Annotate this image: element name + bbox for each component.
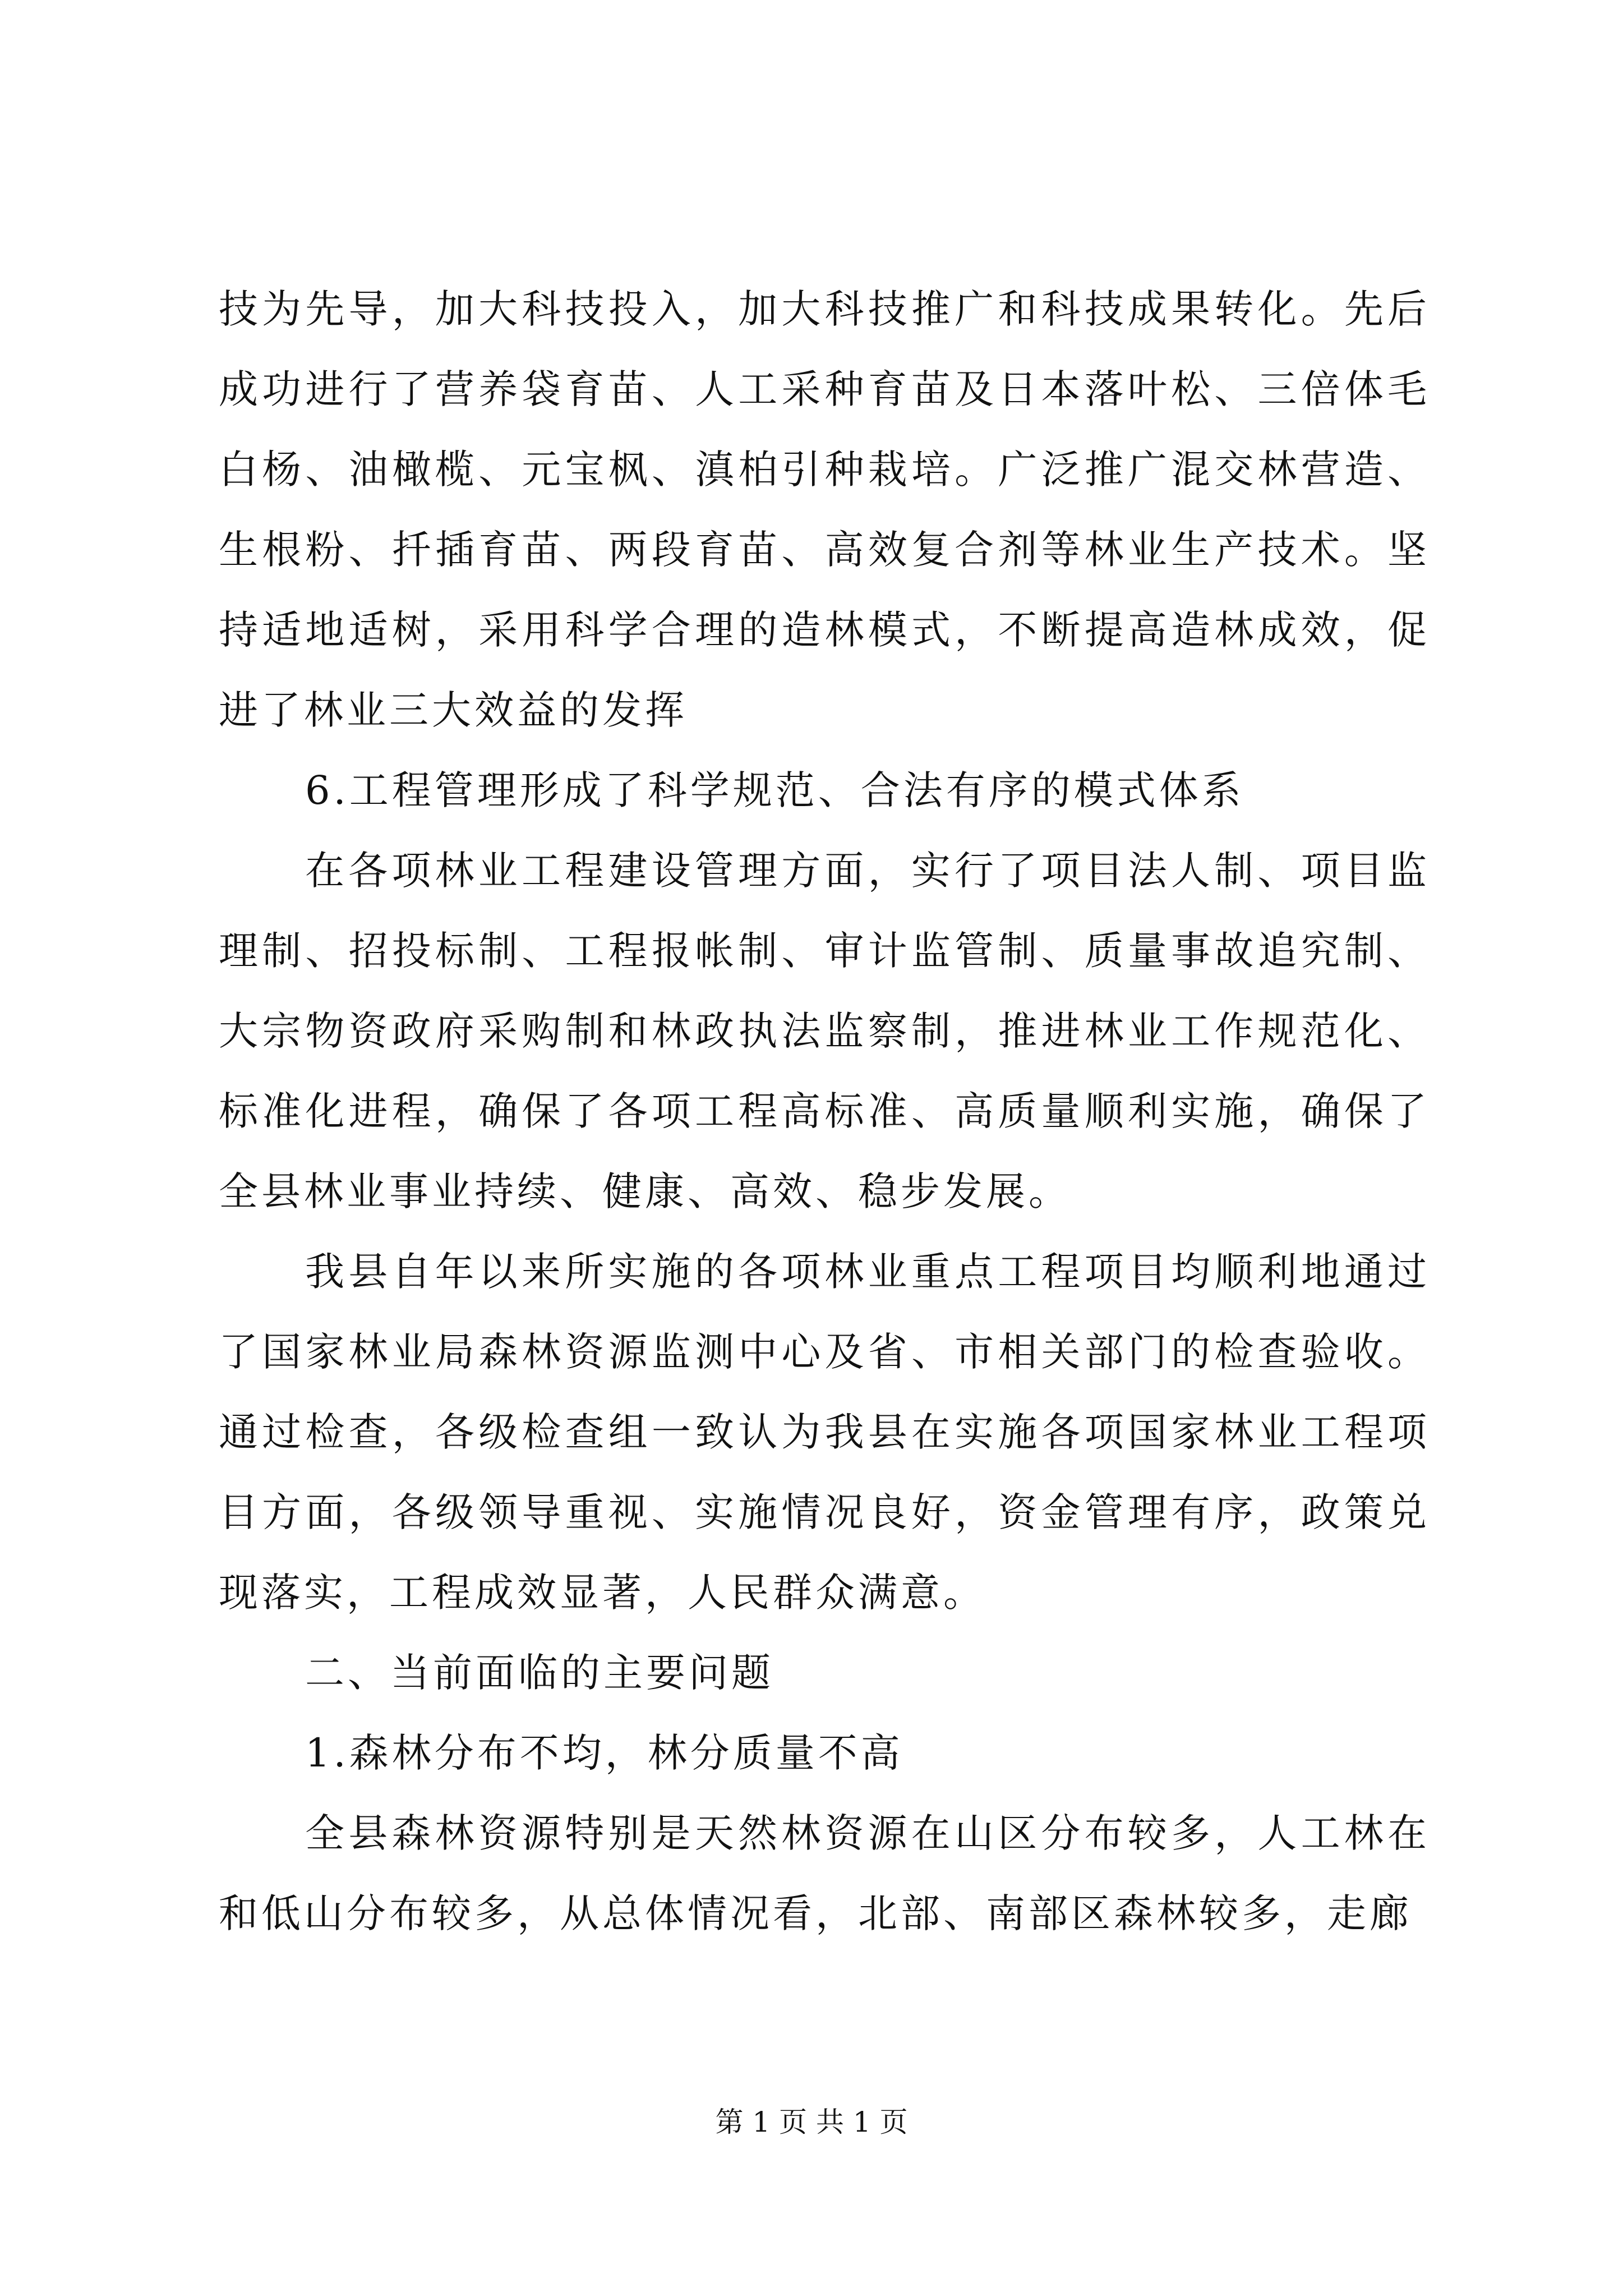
document-body bbox=[219, 269, 1430, 1954]
heading-forest-distribution: 1.森林分布不均，林分质量不高 bbox=[305, 1730, 903, 1776]
heading-engineering-management: 6.工程管理形成了科学规范、合法有序的模式体系 bbox=[305, 767, 1244, 813]
paragraph-management-system: 在各项林业工程建设管理方面，实行了项目法人制、项目监理制、招投标制、工程报帐制、审计监管制、质量事故追究制、大宗物资政府采购制和林政执法监察制，推进林业工作规范化、标准化进程，确保了各项工程高标准、高质量顺利实施，确保了全县林业事业持续、健康、高效、稳步发展。 bbox=[219, 848, 1430, 1214]
paragraph-tech-promotion: 技为先导，加大科技投入，加大科技推广和科技成果转化。先后成功进行了营养袋育苗、人工采种育苗及日本落叶松、三倍体毛白杨、油橄榄、元宝枫、滇柏引种栽培。广泛推广混交林营造、生根粉、扦插育苗、两段育苗、高效复合剂等林业生产技术。坚持适地适树，采用科学合理的造林模式，不断提高造林成效，促进了林业三大效益的发挥 bbox=[219, 286, 1430, 733]
paragraph-inspection-results: 我县自年以来所实施的各项林业重点工程项目均顺利地通过了国家林业局森林资源监测中心及省、市相关部门的检查验收。通过检查，各级检查组一致认为我县在实施各项国家林业工程项目方面，各级领导重视、实施情况良好，资金管理有序，政策兑现落实，工程成效显著，人民群众满意。 bbox=[219, 1249, 1430, 1616]
heading-main-problems: 二、当前面临的主要问题 bbox=[305, 1650, 774, 1696]
page-footer: 第 1 页 共 1 页 bbox=[715, 2106, 908, 2138]
paragraph-forest-distribution: 全县森林资源特别是天然林资源在山区分布较多，人工林在和低山分布较多，从总体情况看，北部、南部区森林较多，走廊 bbox=[219, 1810, 1430, 1936]
